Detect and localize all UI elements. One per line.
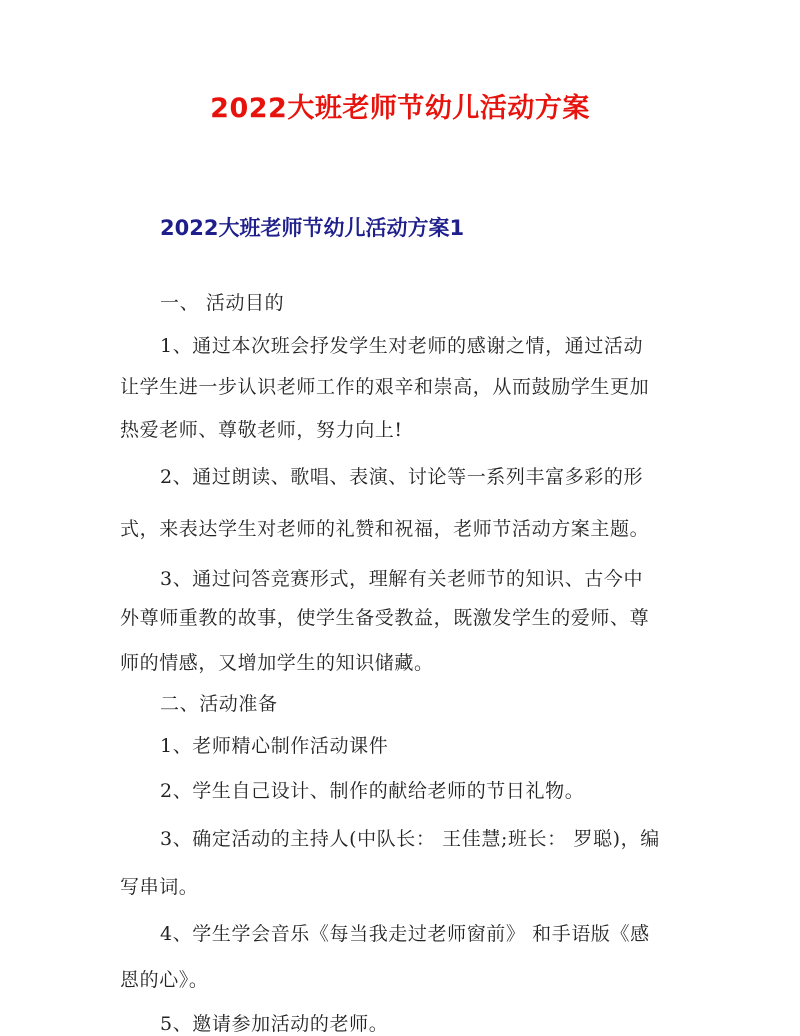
paragraph-line: 2、学生自己设计、制作的献给老师的节日礼物。 bbox=[160, 780, 585, 802]
paragraph-line: 2、通过朗读、歌唱、表演、讨论等一系列丰富多彩的形 bbox=[160, 466, 644, 488]
paragraph-line: 3、确定活动的主持人(中队长： 王佳慧;班长： 罗聪)，编 bbox=[160, 828, 660, 850]
paragraph-line: 一、 活动目的 bbox=[160, 292, 285, 314]
paragraph-line: 师的情感，又增加学生的知识储藏。 bbox=[120, 652, 434, 674]
paragraph-line: 1、老师精心制作活动课件 bbox=[160, 735, 389, 757]
paragraph-line: 4、学生学会音乐《每当我走过老师窗前》 和手语版《感 bbox=[160, 923, 650, 945]
paragraph-line: 外尊师重教的故事，使学生备受教益，既激发学生的爱师、尊 bbox=[120, 607, 650, 629]
paragraph-line: 5、邀请参加活动的老师。 bbox=[160, 1013, 389, 1035]
paragraph-line: 恩的心》。 bbox=[120, 969, 209, 991]
paragraph-line: 热爱老师、尊敬老师，努力向上! bbox=[120, 419, 403, 441]
paragraph-line: 让学生进一步认识老师工作的艰辛和崇高，从而鼓励学生更加 bbox=[120, 376, 650, 398]
paragraph-line: 式，来表达学生对老师的礼赞和祝福，老师节活动方案主题。 bbox=[120, 518, 650, 540]
paragraph-line: 写串词。 bbox=[120, 876, 199, 898]
paragraph-line: 二、活动准备 bbox=[160, 693, 278, 715]
section-title: 2022大班老师节幼儿活动方案1 bbox=[160, 216, 465, 240]
document-title: 2022大班老师节幼儿活动方案 bbox=[210, 93, 590, 124]
paragraph-line: 1、通过本次班会抒发学生对老师的感谢之情，通过活动 bbox=[160, 335, 644, 357]
paragraph-line: 3、通过问答竞赛形式，理解有关老师节的知识、古今中 bbox=[160, 568, 644, 590]
